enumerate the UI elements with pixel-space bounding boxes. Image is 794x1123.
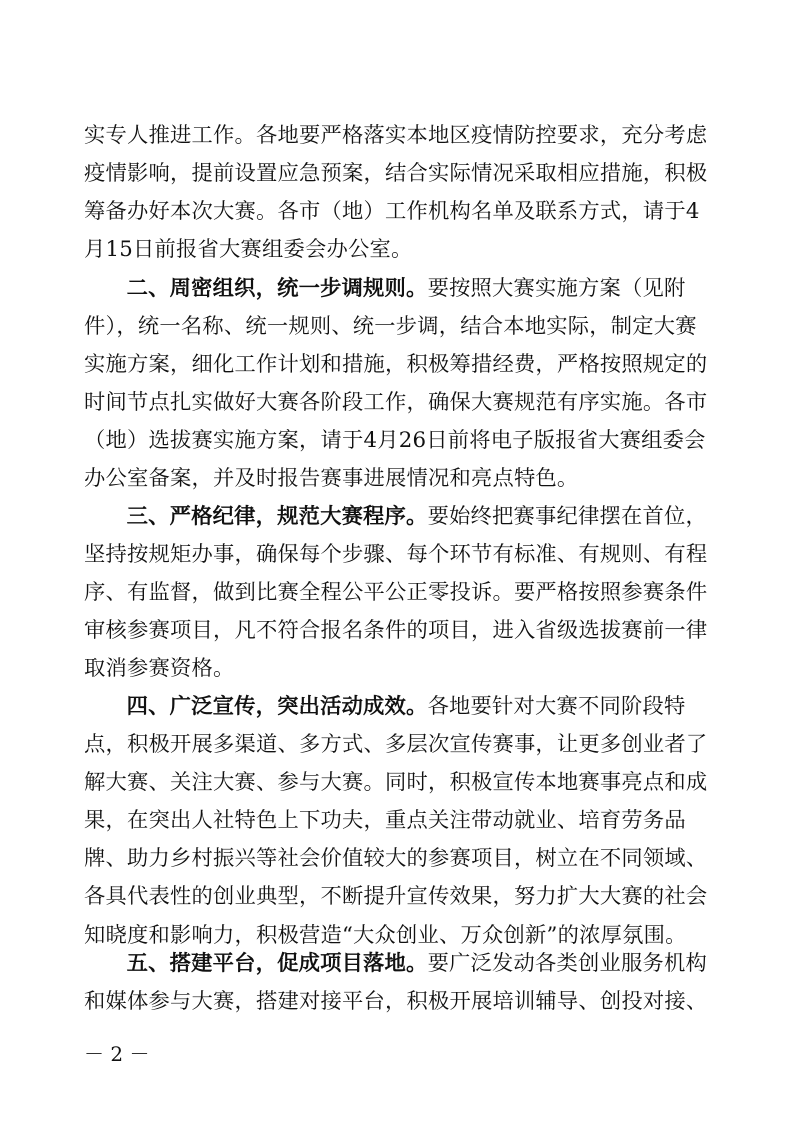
paragraph-body: 要广泛发动各类创业服务机构和媒体参与大赛，搭建对接平台，积极开展培训辅导、创投对接、 bbox=[84, 951, 708, 1015]
paragraph-body: 要始终把赛事纪律摆在首位，坚持按规矩办事，确保每个步骤、每个环节有标准、有规则、有程序、有监督，做到比赛全程公平公正零投诉。要严格按照参赛条件审核参赛项目，凡不符合报名条件的项目，进入省级选拔赛前一律取消参赛资格。 bbox=[84, 504, 708, 682]
paragraph-body: 要按照大赛实施方案（见附件），统一名称、统一规则、统一步调，结合本地实际，制定大赛实施方案，细化工作计划和措施，积极筹措经费，严格按照规定的时间节点扎实做好大赛各阶段工作，确保大赛规范有序实施。各市（地）选拔赛实施方案，请于4月26日前将电子版报省大赛组委会办公室备案，并及时报告赛事进展情况和亮点特色。 bbox=[84, 276, 708, 492]
section-heading: 五、搭建平台，促成项目落地。 bbox=[126, 951, 428, 976]
paragraph-body: 实专人推进工作。各地要严格落实本地区疫情防控要求，充分考虑疫情影响，提前设置应急预案，结合实际情况采取相应措施，积极筹备办好本次大赛。各市（地）工作机构名单及联系方式，请于4月15日前报省大赛组委会办公室。 bbox=[84, 123, 708, 263]
section-heading: 四、广泛宣传，突出活动成效。 bbox=[126, 694, 428, 719]
paragraph-continuation bbox=[84, 117, 712, 269]
paragraph-section-2 bbox=[84, 270, 712, 499]
paragraph-section-4 bbox=[84, 688, 712, 955]
paragraph-section-5 bbox=[84, 945, 712, 1021]
paragraph-body: 各地要针对大赛不同阶段特点，积极开展多渠道、多方式、多层次宣传赛事，让更多创业者了解大赛、关注大赛、参与大赛。同时，积极宣传本地赛事亮点和成果，在突出人社特色上下功夫，重点关注带动就业、培育劳务品牌、助力乡村振兴等社会价值较大的参赛项目，树立在不同领域、各具代表性的创业典型，不断提升宣传效果，努力扩大大赛的社会知晓度和影响力，积极营造“大众创业、万众创新”的浓厚氛围。 bbox=[84, 694, 708, 948]
page-number: － 2 － bbox=[84, 1042, 150, 1066]
paragraph-section-3 bbox=[84, 498, 712, 688]
section-heading: 三、严格纪律，规范大赛程序。 bbox=[126, 504, 428, 529]
section-heading: 二、周密组织，统一步调规则。 bbox=[126, 276, 428, 301]
